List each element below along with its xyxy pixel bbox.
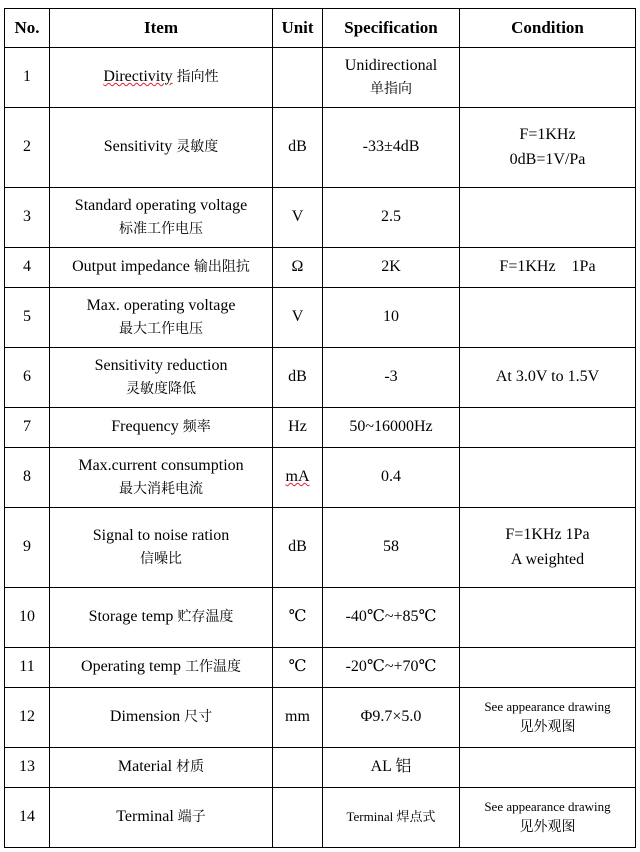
condition-cell — [460, 48, 636, 108]
item-en: Terminal — [116, 808, 174, 826]
condition-cell — [460, 588, 636, 648]
item-en: Frequency — [111, 418, 179, 436]
row-number: 8 — [5, 448, 50, 508]
spec-cell: Φ9.7×5.0 — [323, 688, 460, 748]
table-row — [5, 248, 636, 288]
spec-cell: 2K — [323, 248, 460, 288]
item-cn: 尺寸 — [184, 709, 213, 726]
row-number: 6 — [5, 348, 50, 408]
header-unit: Unit — [273, 9, 323, 48]
item-en: Standard operating voltage — [74, 197, 248, 215]
item-cn: 材质 — [176, 759, 205, 776]
unit-cell — [273, 748, 323, 788]
condition-line-2: 0dB=1V/Pa — [509, 150, 586, 168]
table-row — [5, 108, 636, 188]
item-en: Signal to noise ration — [92, 527, 230, 545]
row-number: 14 — [5, 788, 50, 848]
item-cn: 最大工作电压 — [119, 321, 203, 338]
unit-cell: Ω — [273, 248, 323, 288]
table-row — [5, 648, 636, 688]
condition-line-2: 见外观图 — [519, 718, 576, 735]
item-cell — [50, 108, 273, 188]
unit-cell — [273, 448, 323, 508]
item-cn: 指向性 — [176, 69, 219, 86]
item-cn: 灵敏度 — [176, 139, 219, 156]
item-cell — [50, 588, 273, 648]
item-cell — [50, 188, 273, 248]
item-cn: 端子 — [177, 809, 206, 826]
spec-cell: 58 — [323, 508, 460, 588]
unit-cell: ℃ — [273, 648, 323, 688]
table-row — [5, 688, 636, 748]
item-cn: 贮存温度 — [177, 609, 234, 626]
spec-cell: 10 — [323, 288, 460, 348]
item-cell — [50, 408, 273, 448]
item-en: Material — [117, 758, 173, 776]
table-row — [5, 588, 636, 648]
spec-cell: -40℃~+85℃ — [323, 588, 460, 648]
item-en: Directivity — [103, 68, 173, 86]
table-row — [5, 348, 636, 408]
item-cn: 频率 — [182, 419, 211, 436]
item-cell — [50, 688, 273, 748]
header-row — [5, 9, 636, 48]
row-number: 11 — [5, 648, 50, 688]
row-number: 4 — [5, 248, 50, 288]
table-row — [5, 788, 636, 848]
item-cell — [50, 788, 273, 848]
condition-cell — [460, 188, 636, 248]
item-cn: 灵敏度降低 — [126, 381, 196, 398]
row-number: 10 — [5, 588, 50, 648]
unit-cell: dB — [273, 508, 323, 588]
unit-cell: mm — [273, 688, 323, 748]
spec-line-1: Unidirectional — [344, 57, 438, 75]
unit-cell — [273, 788, 323, 848]
table-row — [5, 748, 636, 788]
condition-cell — [460, 748, 636, 788]
unit-text: mA — [285, 468, 310, 486]
item-cell — [50, 248, 273, 288]
condition-cell — [460, 108, 636, 188]
header-specification: Specification — [323, 9, 460, 48]
spec-cell: AL 铝 — [323, 748, 460, 788]
table-row — [5, 448, 636, 508]
condition-line-2: A weighted — [510, 550, 585, 568]
condition-cell — [460, 448, 636, 508]
row-number: 5 — [5, 288, 50, 348]
item-cell — [50, 648, 273, 688]
item-cn: 信噪比 — [140, 551, 182, 568]
item-cell — [50, 348, 273, 408]
table-row — [5, 48, 636, 108]
table-row — [5, 508, 636, 588]
item-cn: 最大消耗电流 — [119, 481, 203, 498]
condition-cell — [460, 408, 636, 448]
row-number: 12 — [5, 688, 50, 748]
condition-cell — [460, 288, 636, 348]
item-cell — [50, 748, 273, 788]
item-en: Storage temp — [88, 608, 174, 626]
unit-cell — [273, 48, 323, 108]
spec-cell: 2.5 — [323, 188, 460, 248]
item-en: Output impedance — [72, 258, 190, 276]
condition-line-1: F=1KHz 1Pa — [505, 525, 590, 543]
unit-cell: dB — [273, 108, 323, 188]
header-condition: Condition — [460, 9, 636, 48]
item-cell — [50, 48, 273, 108]
condition-line-1: See appearance drawing — [484, 798, 611, 814]
unit-cell: Hz — [273, 408, 323, 448]
condition-cell — [460, 508, 636, 588]
unit-cell: ℃ — [273, 588, 323, 648]
unit-cell: V — [273, 188, 323, 248]
condition-line-1: See appearance drawing — [484, 698, 611, 714]
condition-cell: F=1KHz 1Pa — [460, 248, 636, 288]
item-cell — [50, 508, 273, 588]
header-item: Item — [50, 9, 273, 48]
item-cell — [50, 448, 273, 508]
item-cn: 标准工作电压 — [119, 221, 203, 238]
condition-line-2: 见外观图 — [519, 818, 576, 835]
item-en: Sensitivity — [103, 138, 173, 156]
item-en: Sensitivity reduction — [94, 357, 228, 375]
item-cn: 工作温度 — [184, 659, 241, 676]
condition-line-1: F=1KHz — [519, 125, 576, 143]
table-row — [5, 288, 636, 348]
condition-cell: At 3.0V to 1.5V — [460, 348, 636, 408]
condition-cell — [460, 788, 636, 848]
spec-line-2: 单指向 — [370, 81, 412, 98]
item-en: Max. operating voltage — [86, 297, 236, 315]
spec-cell: 50~16000Hz — [323, 408, 460, 448]
unit-cell: V — [273, 288, 323, 348]
spec-cell: 0.4 — [323, 448, 460, 508]
table-row — [5, 188, 636, 248]
condition-cell — [460, 648, 636, 688]
spec-cell: -33±4dB — [323, 108, 460, 188]
condition-cell — [460, 688, 636, 748]
item-cell — [50, 288, 273, 348]
item-cn: 输出阻抗 — [193, 259, 250, 276]
spec-cell: -20℃~+70℃ — [323, 648, 460, 688]
item-en: Max.current consumption — [78, 457, 244, 475]
item-en: Dimension — [109, 708, 181, 726]
spec-table — [4, 8, 636, 848]
spec-cell: Terminal 焊点式 — [323, 788, 460, 848]
header-no: No. — [5, 9, 50, 48]
spec-cell — [323, 48, 460, 108]
row-number: 9 — [5, 508, 50, 588]
table-row — [5, 408, 636, 448]
row-number: 1 — [5, 48, 50, 108]
row-number: 3 — [5, 188, 50, 248]
row-number: 13 — [5, 748, 50, 788]
item-en: Operating temp — [81, 658, 181, 676]
unit-cell: dB — [273, 348, 323, 408]
row-number: 2 — [5, 108, 50, 188]
row-number: 7 — [5, 408, 50, 448]
spec-cell: -3 — [323, 348, 460, 408]
